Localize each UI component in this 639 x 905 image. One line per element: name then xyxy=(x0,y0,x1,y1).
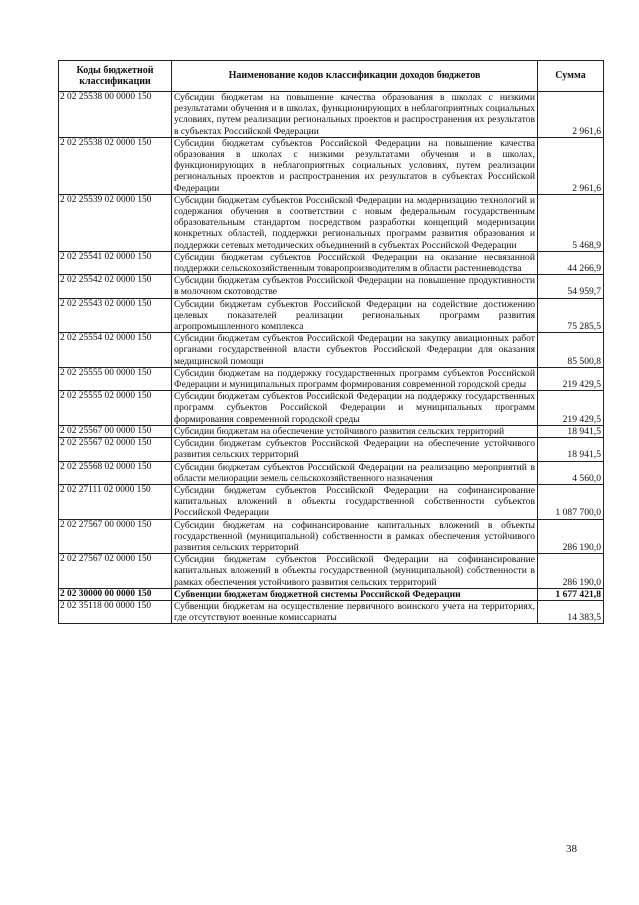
amount-cell: 286 190,0 xyxy=(538,554,604,589)
code-cell: 2 02 25554 02 0000 150 xyxy=(59,333,172,368)
name-cell: Субсидии бюджетам субъектов Российской Федерации на повышение качества образования в школах с низкими результатами обучения и в школах, функционирующих в неблагоприятных социальных условиях, путем реализации региональных проектов и распространения их результатов в субъектах Российской Федерации xyxy=(172,137,538,194)
amount-cell: 75 285,5 xyxy=(538,298,604,333)
table-row xyxy=(59,137,604,194)
name-cell: Субсидии бюджетам субъектов Российской Федерации на реализацию мероприятий в области мелиорации земель сельскохозяйственного назначения xyxy=(172,461,538,484)
code-cell: 2 02 25538 02 0000 150 xyxy=(59,137,172,194)
header-code: Коды бюджетной классификации xyxy=(59,61,172,92)
table-row xyxy=(59,367,604,390)
amount-cell: 18 941,5 xyxy=(538,438,604,461)
code-cell: 2 02 25567 00 0000 150 xyxy=(59,425,172,437)
name-cell: Субсидии бюджетам субъектов Российской Федерации на содействие достижению целевых показателей реализации региональных программ развития агропромышленного комплекса xyxy=(172,298,538,333)
code-cell: 2 02 25542 02 0000 150 xyxy=(59,275,172,298)
code-cell: 2 02 25568 02 0000 150 xyxy=(59,461,172,484)
name-cell: Субсидии бюджетам субъектов Российской Федерации на оказание несвязанной поддержки сельскохозяйственным товаропроизводителям в области растениеводства xyxy=(172,251,538,274)
name-cell: Субсидии бюджетам субъектов Российской Федерации на повышение продуктивности в молочном скотоводстве xyxy=(172,275,538,298)
table-row xyxy=(59,251,604,274)
name-cell: Субсидии бюджетам субъектов Российской Федерации на модернизацию технологий и содержания обучения в соответствии с новым федеральным государственным образовательным стандартом посредством разработки концепций модернизации конкретных областей, поддержки региональных программ развития образования и поддержки сетевых методических объединений в субъектах Российской Федерации xyxy=(172,194,538,251)
table-row xyxy=(59,194,604,251)
amount-cell: 2 961,6 xyxy=(538,137,604,194)
code-cell: 2 02 25567 02 0000 150 xyxy=(59,438,172,461)
table-row xyxy=(59,438,604,461)
code-cell: 2 02 30000 00 0000 150 xyxy=(59,588,172,600)
table-row xyxy=(59,600,604,623)
table-row xyxy=(59,333,604,368)
header-amount: Сумма xyxy=(538,61,604,92)
table-header-row xyxy=(59,61,604,92)
document-page xyxy=(58,60,603,624)
name-cell: Субвенции бюджетам на осуществление первичного воинского учета на территориях, где отсутствуют военные комиссариаты xyxy=(172,600,538,623)
code-cell: 2 02 35118 00 0000 150 xyxy=(59,600,172,623)
amount-cell: 219 429,5 xyxy=(538,391,604,426)
table-row xyxy=(59,461,604,484)
code-cell: 2 02 25543 02 0000 150 xyxy=(59,298,172,333)
amount-cell: 44 266,9 xyxy=(538,251,604,274)
table-row xyxy=(59,519,604,554)
amount-cell: 1 087 700,0 xyxy=(538,484,604,519)
name-cell: Субсидии бюджетам субъектов Российской Федерации на софинансирование капитальных вложений в объекты государственной собственности субъектов Российской Федерации xyxy=(172,484,538,519)
name-cell: Субсидии бюджетам на обеспечение устойчивого развития сельских территорий xyxy=(172,425,538,437)
table-row xyxy=(59,554,604,589)
code-cell: 2 02 27567 02 0000 150 xyxy=(59,554,172,589)
name-cell: Субсидии бюджетам на софинансирование капитальных вложений в объекты государственной (муниципальной) собственности в рамках обеспечения устойчивого развития сельских территорий xyxy=(172,519,538,554)
table-row xyxy=(59,588,604,600)
table-body xyxy=(59,92,604,624)
amount-cell: 286 190,0 xyxy=(538,519,604,554)
amount-cell: 54 959,7 xyxy=(538,275,604,298)
page-number: 38 xyxy=(566,843,577,855)
amount-cell: 5 468,9 xyxy=(538,194,604,251)
name-cell: Субсидии бюджетам субъектов Российской Федерации на софинансирование капитальных вложений в объекты государственной (муниципальной) собственности в рамках обеспечения устойчивого развития сельских территорий xyxy=(172,554,538,589)
table-row xyxy=(59,425,604,437)
amount-cell: 14 383,5 xyxy=(538,600,604,623)
table-row xyxy=(59,391,604,426)
table-row xyxy=(59,484,604,519)
amount-cell: 85 500,8 xyxy=(538,333,604,368)
name-cell: Субсидии бюджетам субъектов Российской Федерации на обеспечение устойчивого развития сельских территорий xyxy=(172,438,538,461)
name-cell: Субсидии бюджетам субъектов Российской Федерации на закупку авиационных работ органами государственной власти субъектов Российской Федерации для оказания медицинской помощи xyxy=(172,333,538,368)
amount-cell: 4 560,0 xyxy=(538,461,604,484)
code-cell: 2 02 25538 00 0000 150 xyxy=(59,92,172,138)
amount-cell: 219 429,5 xyxy=(538,367,604,390)
amount-cell: 18 941,5 xyxy=(538,425,604,437)
code-cell: 2 02 25555 02 0000 150 xyxy=(59,391,172,426)
name-cell: Субсидии бюджетам на повышение качества образования в школах с низкими результатами обучения и в школах, функционирующих в неблагоприятных социальных условиях, путем реализации региональных проектов и распространения их результатов в субъектах Российской Федерации xyxy=(172,92,538,138)
code-cell: 2 02 27111 02 0000 150 xyxy=(59,484,172,519)
header-name: Наименование кодов классификации доходов бюджетов xyxy=(172,61,538,92)
table-row xyxy=(59,92,604,138)
code-cell: 2 02 25541 02 0000 150 xyxy=(59,251,172,274)
name-cell: Субсидии бюджетам субъектов Российской Федерации на поддержку государственных программ субъектов Российской Федерации и муниципальных программ формирования современной городской среды xyxy=(172,391,538,426)
code-cell: 2 02 25555 00 0000 150 xyxy=(59,367,172,390)
code-cell: 2 02 27567 00 0000 150 xyxy=(59,519,172,554)
name-cell: Субсидии бюджетам на поддержку государственных программ субъектов Российской Федерации и муниципальных программ формирования современной городской среды xyxy=(172,367,538,390)
amount-cell: 1 677 421,8 xyxy=(538,588,604,600)
table-row xyxy=(59,275,604,298)
code-cell: 2 02 25539 02 0000 150 xyxy=(59,194,172,251)
amount-cell: 2 961,6 xyxy=(538,92,604,138)
table-row xyxy=(59,298,604,333)
revenue-classification-table xyxy=(58,60,604,624)
name-cell: Субвенции бюджетам бюджетной системы Российской Федерации xyxy=(172,588,538,600)
